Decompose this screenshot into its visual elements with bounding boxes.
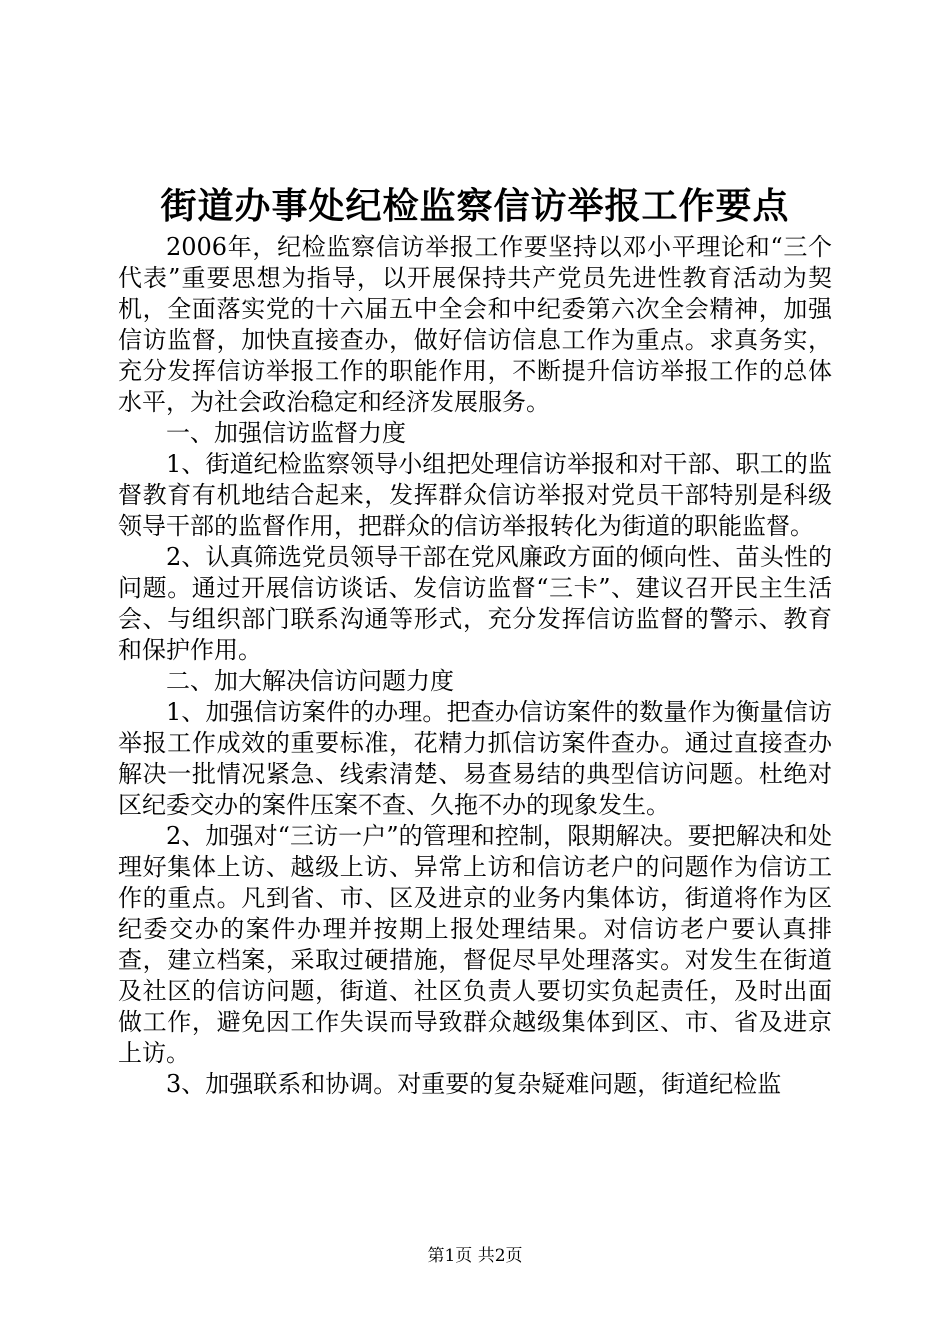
page-footer: 第1页 共2页 [427,1246,523,1266]
section-heading-2: 二、加大解决信访问题力度 [166,667,454,695]
section1-paragraph-2: 2、认真筛选党员领导干部在党风廉政方面的倾向性、苗头性的问题。通过开展信访谈话、发信访监督“三卡”、建议召开民主生活会、与组织部门联系沟通等形式，充分发挥信访监督的警示、教育和保护作用。 [118,543,832,664]
section2-paragraph-2: 2、加强对“三访一户”的管理和控制，限期解决。要把解决和处理好集体上访、越级上访、异常上访和信访老户的问题作为信访工作的重点。凡到省、市、区及进京的业务内集体访，街道将作为区纪委交办的案件办理并按期上报处理结果。对信访老户要认真排查，建立档案，采取过硬措施，督促尽早处理落实。对发生在街道及社区的信访问题，街道、社区负责人要切实负起责任，及时出面做工作，避免因工作失误而导致群众越级集体到区、市、省及进京上访。 [118,822,832,1067]
intro-paragraph: 2006年，纪检监察信访举报工作要坚持以邓小平理论和“三个代表”重要思想为指导，以开展保持共产党员先进性教育活动为契机，全面落实党的十六届五中全会和中纪委第六次全会精神，加强信访监督，加快直接查办，做好信访信息工作为重点。求真务实，充分发挥信访举报工作的职能作用，不断提升信访举报工作的总体水平，为社会政治稳定和经济发展服务。 [118,233,832,416]
section-heading-1: 一、加强信访监督力度 [166,419,406,447]
document-title: 街道办事处纪检监察信访举报工作要点 [160,185,790,227]
document-body [118,232,832,1100]
section2-paragraph-3: 3、加强联系和协调。对重要的复杂疑难问题，街道纪检监 [166,1070,782,1098]
section2-paragraph-1: 1、加强信访案件的办理。把查办信访案件的数量作为衡量信访举报工作成效的重要标准，花精力抓信访案件查办。通过直接查办解决一批情况紧急、线索清楚、易查易结的典型信访问题。杜绝对区纪委交办的案件压案不查、久拖不办的现象发生。 [118,698,832,819]
section1-paragraph-1: 1、街道纪检监察领导小组把处理信访举报和对干部、职工的监督教育有机地结合起来，发挥群众信访举报对党员干部特别是科级领导干部的监督作用，把群众的信访举报转化为街道的职能监督。 [118,450,832,540]
